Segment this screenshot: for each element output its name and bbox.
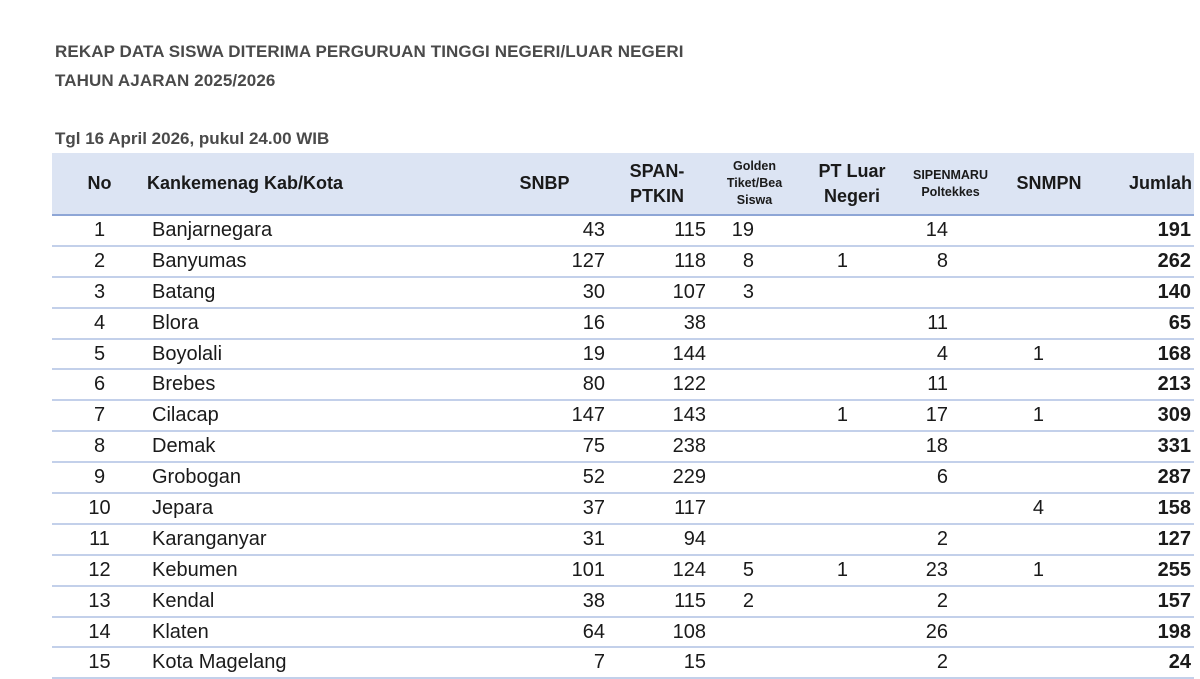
cell-span-ptkin: 238 bbox=[607, 431, 707, 462]
cell-name: Kota Magelang bbox=[147, 647, 482, 678]
cell-span-ptkin: 118 bbox=[607, 246, 707, 277]
cell-span-ptkin: 143 bbox=[607, 400, 707, 431]
cell-no: 12 bbox=[52, 555, 147, 586]
cell-name: Batang bbox=[147, 277, 482, 308]
col-header-name: Kankemenag Kab/Kota bbox=[147, 153, 482, 215]
cell-snmpn: 1 bbox=[999, 339, 1099, 370]
cell-sipenmaru: 14 bbox=[902, 215, 999, 246]
cell-snmpn bbox=[999, 462, 1099, 493]
cell-jumlah: 65 bbox=[1099, 308, 1194, 339]
cell-name: Cilacap bbox=[147, 400, 482, 431]
table-row bbox=[52, 277, 1194, 308]
cell-snbp: 30 bbox=[482, 277, 607, 308]
cell-golden: 8 bbox=[707, 246, 802, 277]
recap-table bbox=[52, 153, 1194, 679]
col-header-pt-luar-negeri bbox=[802, 153, 902, 215]
cell-no: 1 bbox=[52, 215, 147, 246]
cell-snmpn bbox=[999, 277, 1099, 308]
cell-snmpn bbox=[999, 524, 1099, 555]
table-row bbox=[52, 555, 1194, 586]
cell-jumlah: 168 bbox=[1099, 339, 1194, 370]
cell-jumlah: 331 bbox=[1099, 431, 1194, 462]
cell-snbp: 75 bbox=[482, 431, 607, 462]
table-row bbox=[52, 431, 1194, 462]
col-header-golden bbox=[707, 153, 802, 215]
cell-no: 13 bbox=[52, 586, 147, 617]
cell-golden: 2 bbox=[707, 586, 802, 617]
cell-pt-luar-negeri bbox=[802, 431, 902, 462]
cell-pt-luar-negeri bbox=[802, 277, 902, 308]
cell-name: Kebumen bbox=[147, 555, 482, 586]
cell-span-ptkin: 107 bbox=[607, 277, 707, 308]
cell-snbp: 101 bbox=[482, 555, 607, 586]
table-row bbox=[52, 400, 1194, 431]
cell-sipenmaru: 17 bbox=[902, 400, 999, 431]
col-header-span-ptkin bbox=[607, 153, 707, 215]
cell-jumlah: 24 bbox=[1099, 647, 1194, 678]
cell-golden: 19 bbox=[707, 215, 802, 246]
cell-pt-luar-negeri bbox=[802, 462, 902, 493]
cell-span-ptkin: 124 bbox=[607, 555, 707, 586]
cell-snmpn bbox=[999, 617, 1099, 648]
cell-snmpn bbox=[999, 431, 1099, 462]
col-header-span-line2: PTKIN bbox=[630, 185, 684, 206]
col-header-snbp: SNBP bbox=[482, 153, 607, 215]
table-row bbox=[52, 246, 1194, 277]
cell-jumlah: 127 bbox=[1099, 524, 1194, 555]
cell-sipenmaru bbox=[902, 277, 999, 308]
cell-jumlah: 213 bbox=[1099, 369, 1194, 400]
cell-span-ptkin: 122 bbox=[607, 369, 707, 400]
col-header-sipenmaru bbox=[902, 153, 999, 215]
cell-sipenmaru: 11 bbox=[902, 369, 999, 400]
cell-sipenmaru: 6 bbox=[902, 462, 999, 493]
cell-snbp: 64 bbox=[482, 617, 607, 648]
cell-snmpn bbox=[999, 586, 1099, 617]
cell-pt-luar-negeri: 1 bbox=[802, 246, 902, 277]
cell-snmpn bbox=[999, 246, 1099, 277]
cell-name: Demak bbox=[147, 431, 482, 462]
cell-span-ptkin: 144 bbox=[607, 339, 707, 370]
cell-span-ptkin: 108 bbox=[607, 617, 707, 648]
col-header-golden-line1: Golden bbox=[732, 159, 777, 173]
cell-jumlah: 198 bbox=[1099, 617, 1194, 648]
cell-name: Banjarnegara bbox=[147, 215, 482, 246]
col-header-span-line1: SPAN- bbox=[629, 160, 685, 181]
cell-name: Jepara bbox=[147, 493, 482, 524]
cell-snmpn bbox=[999, 215, 1099, 246]
cell-no: 6 bbox=[52, 369, 147, 400]
cell-pt-luar-negeri bbox=[802, 308, 902, 339]
cell-snbp: 147 bbox=[482, 400, 607, 431]
cell-no: 9 bbox=[52, 462, 147, 493]
cell-pt-luar-negeri bbox=[802, 493, 902, 524]
cell-pt-luar-negeri bbox=[802, 339, 902, 370]
cell-span-ptkin: 117 bbox=[607, 493, 707, 524]
cell-golden: 3 bbox=[707, 277, 802, 308]
col-header-golden-line2: Tiket/Bea bbox=[726, 176, 783, 190]
cell-no: 4 bbox=[52, 308, 147, 339]
table-row bbox=[52, 493, 1194, 524]
cell-golden bbox=[707, 339, 802, 370]
cell-sipenmaru: 26 bbox=[902, 617, 999, 648]
cell-name: Banyumas bbox=[147, 246, 482, 277]
col-header-snmpn: SNMPN bbox=[999, 153, 1099, 215]
table-row bbox=[52, 617, 1194, 648]
cell-pt-luar-negeri: 1 bbox=[802, 400, 902, 431]
col-header-pt-line2: Negeri bbox=[823, 185, 881, 206]
cell-sipenmaru: 23 bbox=[902, 555, 999, 586]
cell-pt-luar-negeri: 1 bbox=[802, 555, 902, 586]
cell-golden bbox=[707, 369, 802, 400]
cell-snmpn bbox=[999, 308, 1099, 339]
cell-snbp: 7 bbox=[482, 647, 607, 678]
table-row bbox=[52, 647, 1194, 678]
cell-snmpn bbox=[999, 369, 1099, 400]
cell-golden bbox=[707, 462, 802, 493]
cell-snbp: 52 bbox=[482, 462, 607, 493]
cell-snmpn: 1 bbox=[999, 555, 1099, 586]
cell-pt-luar-negeri bbox=[802, 617, 902, 648]
table-row bbox=[52, 215, 1194, 246]
cell-pt-luar-negeri bbox=[802, 586, 902, 617]
col-header-golden-line3: Siswa bbox=[736, 193, 773, 207]
cell-sipenmaru bbox=[902, 493, 999, 524]
cell-snbp: 127 bbox=[482, 246, 607, 277]
cell-name: Klaten bbox=[147, 617, 482, 648]
cell-jumlah: 255 bbox=[1099, 555, 1194, 586]
col-header-pt-line1: PT Luar bbox=[818, 160, 886, 181]
col-header-sip-line1: SIPENMARU bbox=[912, 167, 988, 182]
report-subtitle: TAHUN AJARAN 2025/2026 bbox=[55, 71, 276, 90]
table-row bbox=[52, 586, 1194, 617]
cell-pt-luar-negeri bbox=[802, 215, 902, 246]
cell-sipenmaru: 8 bbox=[902, 246, 999, 277]
cell-sipenmaru: 2 bbox=[902, 647, 999, 678]
cell-name: Grobogan bbox=[147, 462, 482, 493]
cell-jumlah: 140 bbox=[1099, 277, 1194, 308]
cell-span-ptkin: 38 bbox=[607, 308, 707, 339]
report-title: REKAP DATA SISWA DITERIMA PERGURUAN TINGGI NEGERI/LUAR NEGERI bbox=[55, 42, 684, 61]
cell-name: Karanganyar bbox=[147, 524, 482, 555]
cell-golden bbox=[707, 647, 802, 678]
table-header-row bbox=[52, 153, 1194, 215]
cell-snbp: 31 bbox=[482, 524, 607, 555]
cell-snbp: 19 bbox=[482, 339, 607, 370]
cell-snbp: 16 bbox=[482, 308, 607, 339]
cell-no: 14 bbox=[52, 617, 147, 648]
cell-sipenmaru: 2 bbox=[902, 586, 999, 617]
cell-no: 15 bbox=[52, 647, 147, 678]
cell-pt-luar-negeri bbox=[802, 647, 902, 678]
table-row bbox=[52, 339, 1194, 370]
cell-pt-luar-negeri bbox=[802, 524, 902, 555]
cell-name: Blora bbox=[147, 308, 482, 339]
cell-golden: 5 bbox=[707, 555, 802, 586]
table-row bbox=[52, 524, 1194, 555]
cell-jumlah: 287 bbox=[1099, 462, 1194, 493]
cell-no: 5 bbox=[52, 339, 147, 370]
cell-snmpn bbox=[999, 647, 1099, 678]
cell-pt-luar-negeri bbox=[802, 369, 902, 400]
col-header-sip-line2: Poltekkes bbox=[921, 184, 980, 199]
col-header-no: No bbox=[52, 153, 147, 215]
cell-span-ptkin: 94 bbox=[607, 524, 707, 555]
cell-sipenmaru: 2 bbox=[902, 524, 999, 555]
cell-sipenmaru: 4 bbox=[902, 339, 999, 370]
cell-no: 7 bbox=[52, 400, 147, 431]
cell-sipenmaru: 18 bbox=[902, 431, 999, 462]
cell-span-ptkin: 229 bbox=[607, 462, 707, 493]
cell-golden bbox=[707, 400, 802, 431]
report-date: Tgl 16 April 2026, pukul 24.00 WIB bbox=[55, 129, 330, 148]
cell-snmpn: 4 bbox=[999, 493, 1099, 524]
cell-snbp: 43 bbox=[482, 215, 607, 246]
cell-golden bbox=[707, 431, 802, 462]
cell-sipenmaru: 11 bbox=[902, 308, 999, 339]
table-row bbox=[52, 369, 1194, 400]
cell-no: 11 bbox=[52, 524, 147, 555]
cell-snbp: 37 bbox=[482, 493, 607, 524]
cell-jumlah: 262 bbox=[1099, 246, 1194, 277]
cell-no: 2 bbox=[52, 246, 147, 277]
cell-name: Kendal bbox=[147, 586, 482, 617]
col-header-jumlah: Jumlah bbox=[1099, 153, 1194, 215]
cell-no: 3 bbox=[52, 277, 147, 308]
cell-snmpn: 1 bbox=[999, 400, 1099, 431]
cell-snbp: 38 bbox=[482, 586, 607, 617]
table-row bbox=[52, 462, 1194, 493]
cell-no: 8 bbox=[52, 431, 147, 462]
cell-span-ptkin: 115 bbox=[607, 215, 707, 246]
cell-jumlah: 157 bbox=[1099, 586, 1194, 617]
cell-golden bbox=[707, 493, 802, 524]
cell-golden bbox=[707, 617, 802, 648]
cell-golden bbox=[707, 308, 802, 339]
cell-snbp: 80 bbox=[482, 369, 607, 400]
cell-jumlah: 191 bbox=[1099, 215, 1194, 246]
cell-span-ptkin: 15 bbox=[607, 647, 707, 678]
table-row bbox=[52, 308, 1194, 339]
cell-name: Boyolali bbox=[147, 339, 482, 370]
cell-golden bbox=[707, 524, 802, 555]
cell-span-ptkin: 115 bbox=[607, 586, 707, 617]
cell-no: 10 bbox=[52, 493, 147, 524]
cell-name: Brebes bbox=[147, 369, 482, 400]
cell-jumlah: 158 bbox=[1099, 493, 1194, 524]
cell-jumlah: 309 bbox=[1099, 400, 1194, 431]
